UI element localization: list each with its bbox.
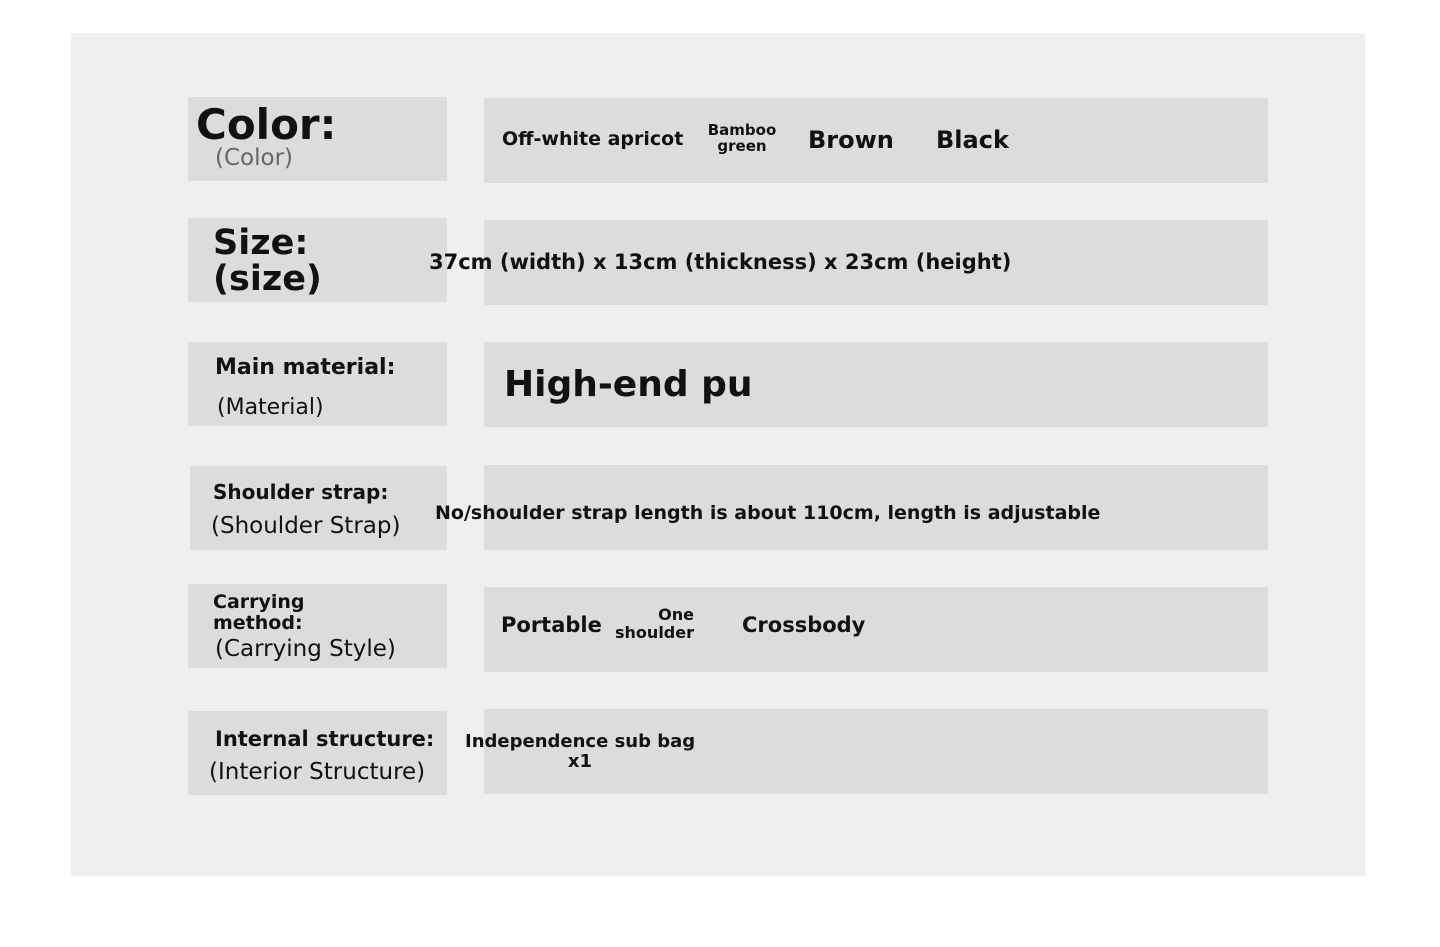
interior-sublabel: (Interior Structure) [209, 759, 426, 785]
strap-label: Shoulder strap: [213, 480, 389, 504]
size-sublabel: (size) [213, 259, 322, 299]
material-value: High-end pu [504, 364, 753, 405]
color-option-bamboo-line1: Bamboo [707, 121, 777, 139]
carry-option-crossbody: Crossbody [742, 613, 866, 637]
color-option-off-white-apricot: Off-white apricot [502, 128, 684, 150]
interior-label: Internal structure: [215, 727, 435, 751]
material-label: Main material: [215, 355, 396, 380]
material-sublabel: (Material) [217, 395, 324, 420]
carry-option-one-shoulder [606, 606, 694, 643]
interior-value [465, 732, 695, 772]
color-option-brown: Brown [808, 126, 894, 154]
carry-label-line1: Carrying [213, 591, 305, 613]
carry-label-line2: method: [213, 612, 303, 634]
color-option-bamboo-green [704, 123, 780, 155]
color-option-black: Black [936, 126, 1009, 154]
strap-sublabel: (Shoulder Strap) [211, 513, 401, 539]
interior-value-line2: x1 [567, 750, 593, 772]
carry-option-shoulder: shoulder [615, 623, 694, 643]
carry-option-portable: Portable [501, 613, 602, 637]
carry-option-one: One [658, 605, 694, 624]
carry-sublabel: (Carrying Style) [215, 636, 396, 662]
strap-value: No/shoulder strap length is about 110cm, length is adjustable [435, 502, 1101, 524]
color-sublabel: (Color) [215, 145, 293, 171]
color-label: Color: [196, 100, 337, 149]
interior-value-line1: Independence sub bag [465, 731, 696, 752]
color-option-bamboo-line2: green [717, 136, 767, 155]
size-label: Size: [213, 223, 309, 263]
size-value: 37cm (width) x 13cm (thickness) x 23cm (height) [429, 250, 1012, 274]
